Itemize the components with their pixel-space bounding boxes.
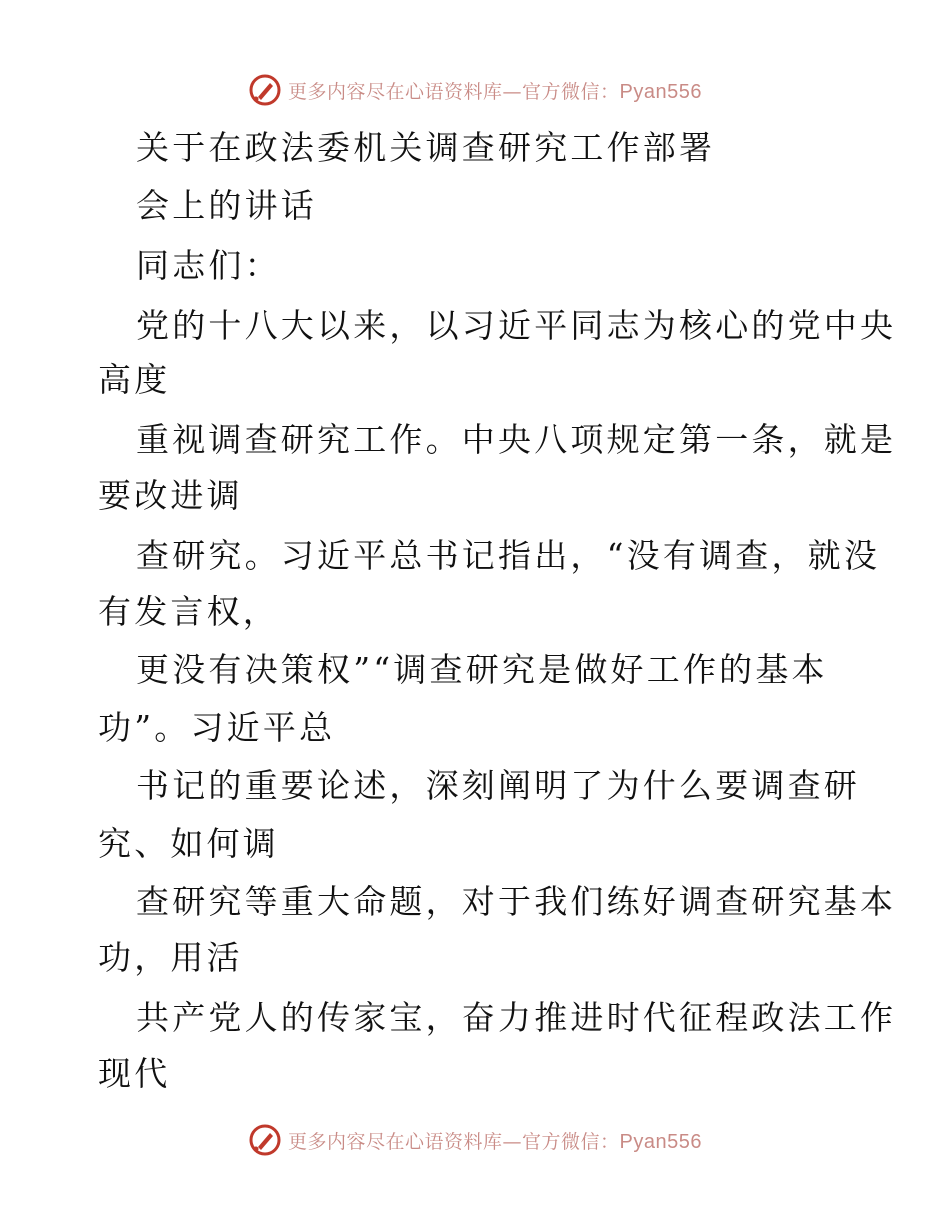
paragraph-line: 查研究。习近平总书记指出，“没有调查，就没 [136, 536, 881, 575]
paragraph-line: 书记的重要论述，深刻阐明了为什么要调查研 [136, 766, 860, 805]
salutation: 同志们： [136, 246, 281, 285]
footer-watermark [0, 1120, 950, 1160]
paragraph-line: 高度 [98, 360, 171, 399]
paragraph-line: 功，用活 [98, 938, 243, 977]
paragraph-line: 现代 [98, 1054, 171, 1093]
paragraph-line: 共产党人的传家宝，奋力推进时代征程政法工作 [136, 998, 897, 1037]
watermark-text: 更多内容尽在心语资料库—官方微信：Pyan556 [288, 1130, 702, 1153]
paragraph-line: 要改进调 [98, 476, 243, 515]
paragraph-line: 重视调查研究工作。中央八项规定第一条，就是 [136, 420, 897, 459]
document-title-line-1: 关于在政法委机关调查研究工作部署 [136, 128, 716, 167]
paragraph-line: 党的十八大以来，以习近平同志为核心的党中央 [136, 306, 897, 345]
header-watermark [0, 70, 950, 110]
watermark-id: Pyan556 [619, 1130, 702, 1153]
paragraph-line: 有发言权， [98, 592, 279, 631]
paragraph-line: 究、如何调 [98, 824, 279, 863]
pen-nib-logo-icon [248, 73, 282, 107]
paragraph-line: 功”。习近平总 [98, 708, 336, 747]
watermark-text: 更多内容尽在心语资料库—官方微信：Pyan556 [288, 80, 702, 103]
paragraph-line: 更没有决策权”“调查研究是做好工作的基本 [136, 650, 828, 689]
watermark-id: Pyan556 [619, 80, 702, 103]
paragraph-line: 查研究等重大命题，对于我们练好调查研究基本 [136, 882, 897, 921]
pen-nib-logo-icon [248, 1123, 282, 1157]
document-title-line-2: 会上的讲话 [136, 186, 317, 225]
